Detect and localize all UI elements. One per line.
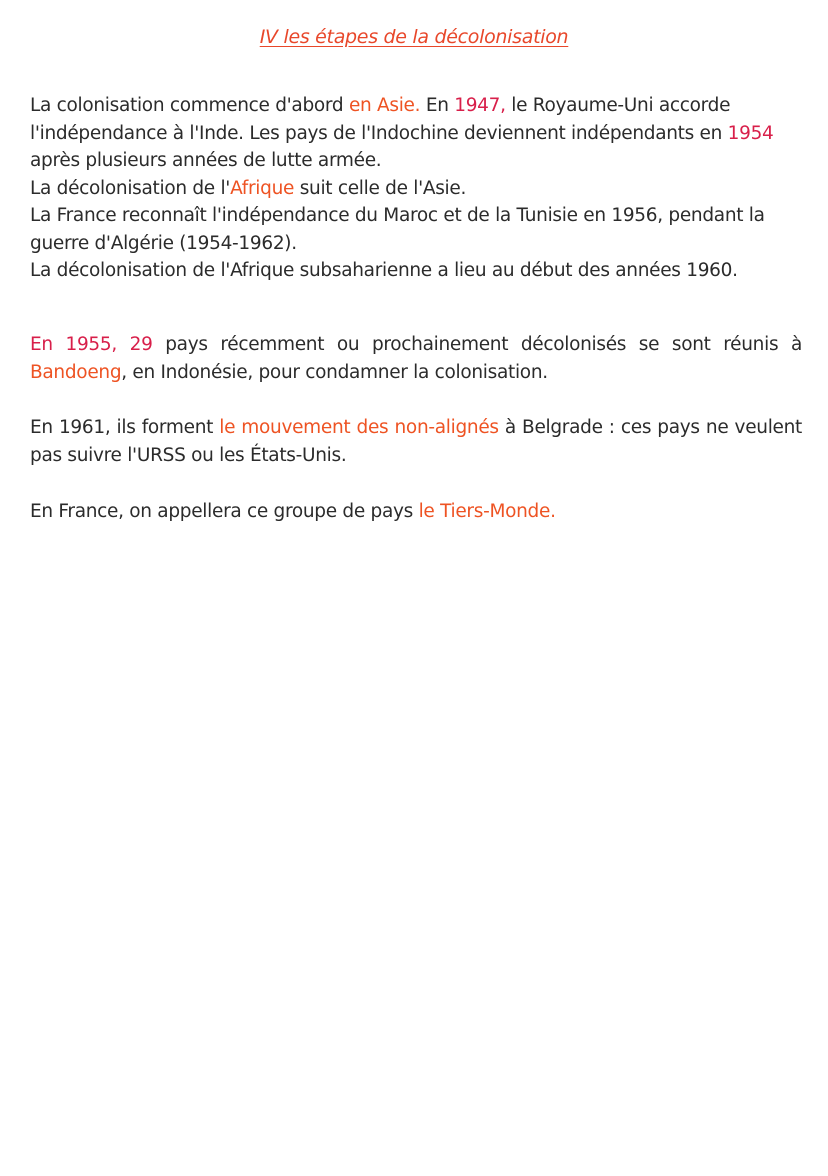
highlight-non-aligned: le mouvement des non-alignés	[219, 417, 499, 438]
text-segment: suit celle de l'Asie.	[294, 177, 467, 199]
bandoeng-paragraph	[30, 331, 802, 386]
text-segment: La décolonisation de l'	[30, 177, 231, 199]
non-aligned-section	[30, 414, 802, 469]
third-world-paragraph	[30, 498, 802, 526]
highlight-africa: Afrique	[230, 177, 295, 199]
text-segment: à Belgrade : ces pays ne veulent pas suivre l'URSS ou les États-Unis.	[30, 417, 802, 466]
text-segment: En France, on appellera ce groupe de pays	[30, 501, 419, 522]
highlight-bandoeng: Bandoeng	[30, 361, 122, 383]
text-segment: pays récemment ou prochainement décolonisés se sont réunis à	[152, 334, 802, 355]
highlight-asia: en Asie.	[348, 95, 421, 116]
bandoeng-section	[30, 331, 802, 386]
subsaharan-paragraph: La décolonisation de l'Afrique subsaharienne a lieu au début des années 1960.	[30, 260, 738, 281]
highlight-1955-29: En 1955, 29	[30, 334, 153, 355]
text-segment: , en Indonésie, pour condamner la colonisation.	[121, 361, 548, 383]
decolonisation-steps-section	[30, 92, 802, 285]
highlight-year-1954: 1954	[727, 122, 774, 144]
text-segment: En 1961, ils forment	[30, 417, 220, 438]
maghreb-paragraph: La France reconnaît l'indépendance du Maroc et de la Tunisie en 1956, pendant la guerre d'Algérie (1954-1962).	[30, 205, 765, 254]
text-segment: En	[420, 95, 455, 116]
text-segment: le Royaume-Uni accorde l'indépendance à l'Inde. Les pays de l'Indochine deviennent indépendants en	[30, 95, 731, 144]
text-segment: La colonisation commence d'abord	[30, 95, 349, 116]
africa-paragraph	[30, 175, 802, 203]
text-segment: après plusieurs années de lutte armée.	[30, 150, 382, 171]
highlight-tiers-monde: le Tiers-Monde.	[418, 501, 556, 522]
highlight-year-1947: 1947,	[454, 95, 506, 116]
third-world-section	[30, 498, 802, 526]
page-title: IV les étapes de la décolonisation	[259, 26, 569, 48]
non-aligned-paragraph	[30, 414, 802, 469]
asia-paragraph	[30, 92, 802, 175]
